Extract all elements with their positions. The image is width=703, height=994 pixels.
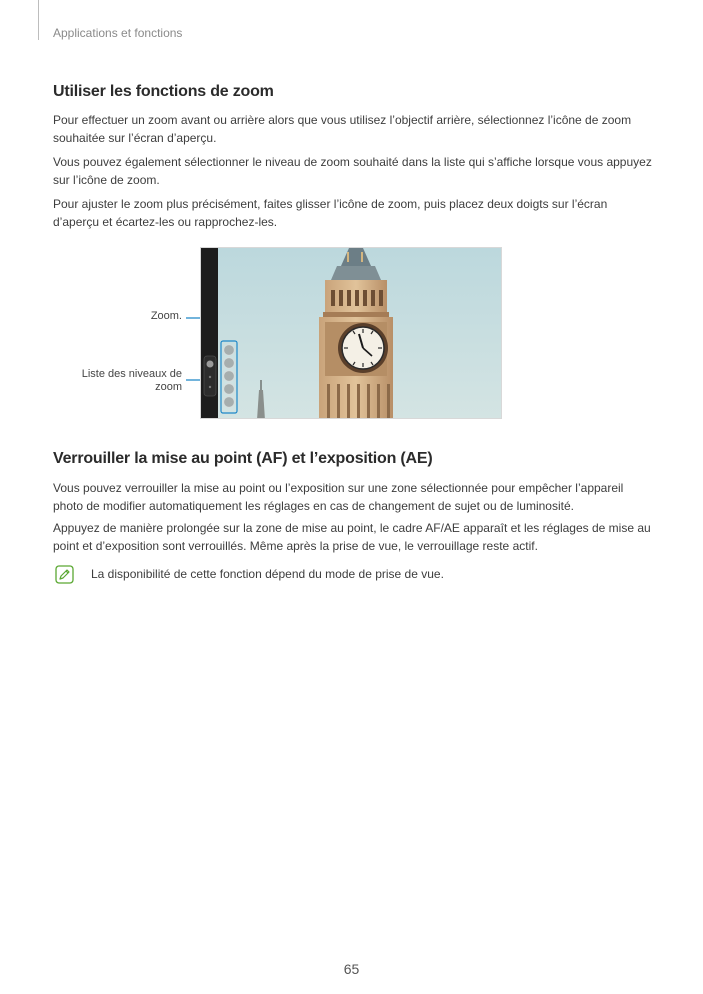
lock-paragraph-1: Vous pouvez verrouiller la mise au point ou l’exposition sur une zone sélectionnée pour empêcher l’appareil photo de modifier automatiquement les réglages en cas de changement de sujet ou de luminosité. (53, 481, 624, 513)
big-ben-photo (201, 248, 502, 419)
callout-zoom-label: Zoom. (150, 310, 182, 322)
callout-zoom-levels-label: Liste des niveaux de zoom (81, 368, 182, 393)
zoom-paragraph-2: Vous pouvez également sélectionner le niveau de zoom souhaité dans la liste qui s’affiche lorsque vous appuyez sur l’icône de zoom. (53, 155, 652, 187)
lock-paragraph-2: Appuyez de manière prolongée sur la zone de mise au point, le cadre AF/AE apparaît et les réglages de mise au point et d’exposition sont verrouillés. Même après la prise de vue, le verrouillage reste actif. (53, 521, 651, 553)
zoom-paragraph-1: Pour effectuer un zoom avant ou arrière alors que vous utilisez l’objectif arrière, sélectionnez l’icône de zoom souhaitée sur l’écran d’aperçu. (53, 113, 632, 145)
section-header: Applications et fonctions (53, 26, 183, 40)
lock-section-title: Verrouiller la mise au point (AF) et l’exposition (AE) (53, 450, 433, 467)
zoom-section-title: Utiliser les fonctions de zoom (53, 83, 274, 100)
page-number: 65 (343, 961, 360, 977)
note-text: La disponibilité de cette fonction dépend du mode de prise de vue. (91, 567, 444, 581)
camera-preview-figure (200, 247, 502, 419)
note-pencil-icon (55, 565, 74, 584)
zoom-paragraph-3: Pour ajuster le zoom plus précisément, faites glisser l’icône de zoom, puis placez deux doigts sur l’écran d’aperçu et écartez-les ou rapprochez-les. (53, 197, 608, 229)
